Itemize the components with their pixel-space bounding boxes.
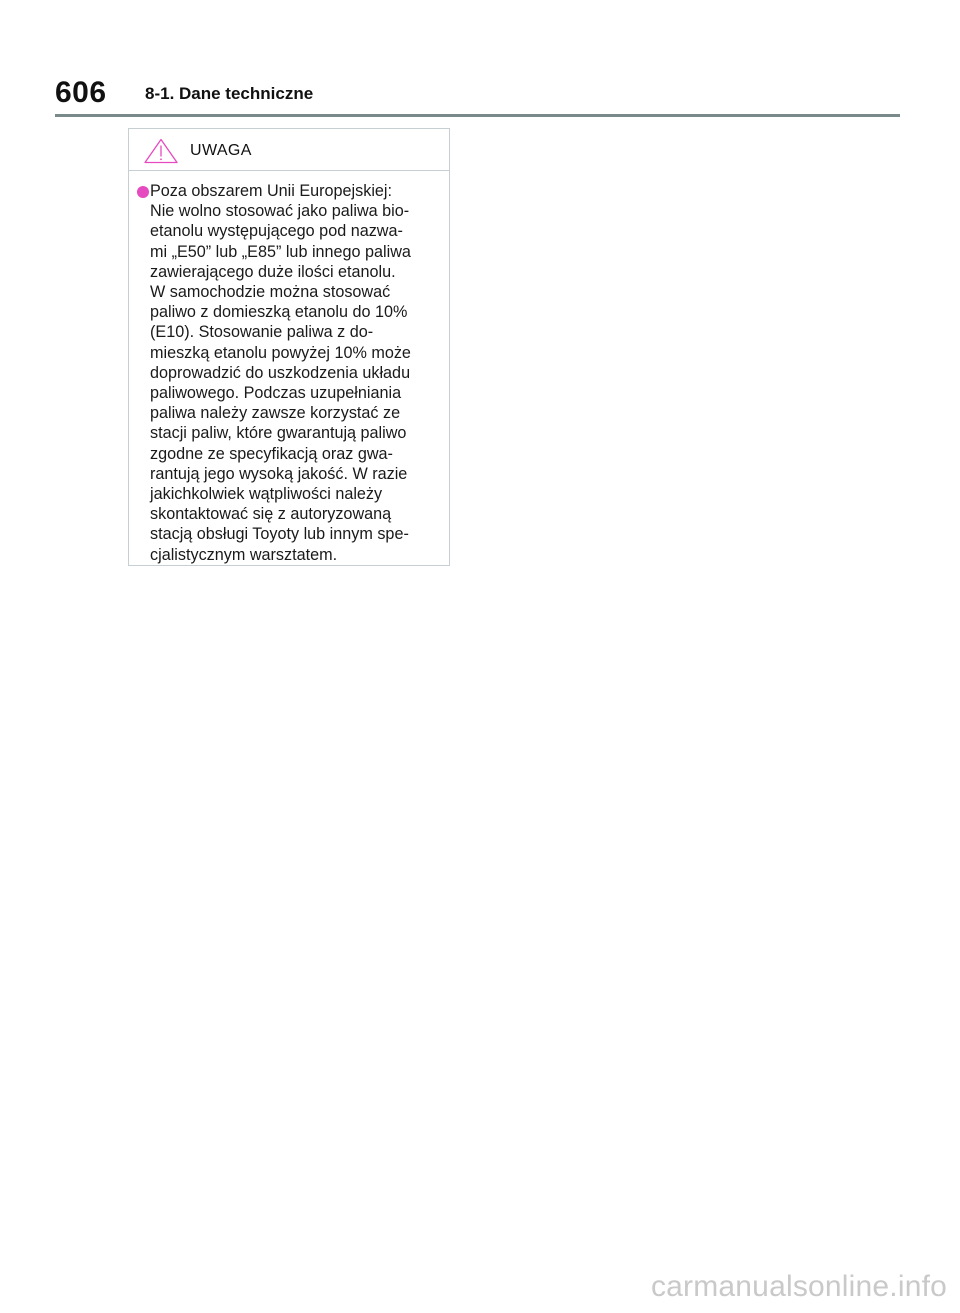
section-title: 8-1. Dane techniczne xyxy=(145,84,314,103)
warning-text: Poza obszarem Unii Europejskiej: Nie wolno stosować jako paliwa bio- etanolu występującego pod nazwa- mi „E50” lub „E85” lub innego paliwa zawierającego duże ilości etanolu. W samochodzie można stosować paliwo z domieszką etanolu do 10% (E10). Stosowanie paliwa z do- mieszką etanolu powyżej 10% może doprowadzić do uszkodzenia układu paliwowego. Podczas uzupełniania paliwa należy zawsze korzystać ze stacji paliw, które gwarantują paliwo zgodne ze specyfikacją oraz gwa- rantują jego wysoką jakość. W razie jakichkolwiek wątpliwości należy skontaktować się z autoryzowaną stacją obsługi Toyoty lub innym spe- cjalistycznym warsztatem. xyxy=(150,182,411,564)
page-header xyxy=(55,76,900,116)
warning-body xyxy=(129,171,449,565)
warning-box xyxy=(128,128,450,566)
page-number: 606 xyxy=(55,76,107,109)
bullet-dot xyxy=(137,186,149,198)
warning-title: UWAGA xyxy=(190,142,252,159)
warning-header xyxy=(129,129,449,171)
warning-triangle-icon xyxy=(143,138,179,164)
footer-watermark: carmanualsonline.info xyxy=(650,1270,947,1303)
header-rule xyxy=(55,114,900,117)
